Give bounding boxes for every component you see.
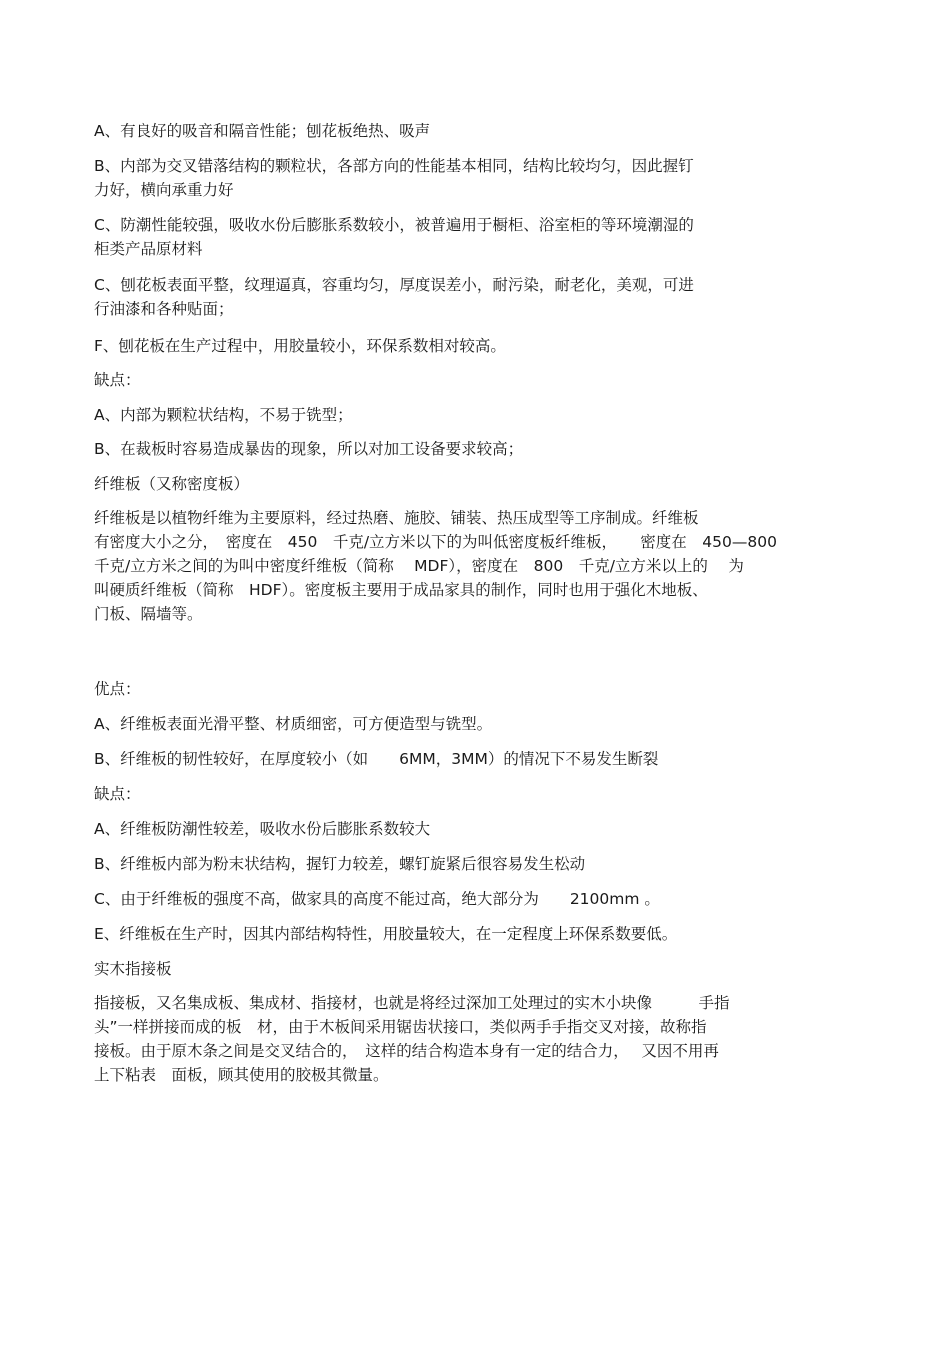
text-line: 有密度大小之分， 密度在 450 千克/立方米以下的为叫低密度板纤维板， 密度在 450—800 bbox=[94, 533, 777, 551]
paragraph-fiberboard-advantage-b bbox=[94, 747, 839, 771]
text-line: 优点： bbox=[94, 680, 141, 698]
text-line: 叫硬质纤维板（简称 HDF）。密度板主要用于成品家具的制作，同时也用于强化木地板、 bbox=[94, 581, 708, 599]
paragraph-fiberboard-disadvantage-c bbox=[94, 887, 839, 911]
text-line: A、纤维板表面光滑平整、材质细密，可方便造型与铣型。 bbox=[94, 715, 493, 733]
text-line: 指接板，又名集成板、集成材、指接材，也就是将经过深加工处理过的实木小块像 手指 bbox=[94, 994, 730, 1012]
paragraph-fiberboard-disadvantage-a bbox=[94, 817, 839, 841]
text-line: B、纤维板的韧性较好，在厚度较小（如 6MM，3MM）的情况下不易发生断裂 bbox=[94, 750, 659, 768]
text-line: F、刨花板在生产过程中，用胶量较小，环保系数相对较高。 bbox=[94, 337, 506, 355]
text-line: A、纤维板防潮性较差，吸收水份后膨胀系数较大 bbox=[94, 820, 431, 838]
text-line: 上下粘表 面板，顾其使用的胶极其微量。 bbox=[94, 1066, 389, 1084]
paragraph-advantage-f bbox=[94, 334, 839, 358]
text-line: 纤维板（又称密度板） bbox=[94, 475, 250, 493]
paragraph-disadvantage-a bbox=[94, 403, 839, 427]
heading-disadvantages-2 bbox=[94, 782, 839, 806]
text-line: A、有良好的吸音和隔音性能；刨花板绝热、吸声 bbox=[94, 122, 431, 140]
text-line: C、由于纤维板的强度不高，做家具的高度不能过高，绝大部分为 2100mm 。 bbox=[94, 890, 660, 908]
text-line: 行油漆和各种贴面； bbox=[94, 300, 234, 318]
paragraph-finger-joint-intro bbox=[94, 991, 839, 1087]
paragraph-advantage-a bbox=[94, 119, 839, 143]
text-line: B、纤维板内部为粉末状结构，握钉力较差，螺钉旋紧后很容易发生松动 bbox=[94, 855, 586, 873]
paragraph-advantage-b bbox=[94, 154, 839, 202]
paragraph-advantage-c bbox=[94, 213, 839, 261]
text-line: C、刨花板表面平整，纹理逼真，容重均匀，厚度误差小，耐污染，耐老化，美观，可进 bbox=[94, 276, 694, 294]
paragraph-fiberboard-disadvantage-e bbox=[94, 922, 839, 946]
text-line: C、防潮性能较强，吸收水份后膨胀系数较小，被普遍用于橱柜、浴室柜的等环境潮湿的 bbox=[94, 216, 694, 234]
text-line: 实木指接板 bbox=[94, 960, 172, 978]
heading-finger-joint-board bbox=[94, 957, 839, 981]
text-line: B、内部为交叉错落结构的颗粒状，各部方向的性能基本相同，结构比较均匀，因此握钉 bbox=[94, 157, 694, 175]
text-line: 接板。由于原木条之间是交叉结合的， 这样的结合构造本身有一定的结合力， 又因不用再 bbox=[94, 1042, 719, 1060]
text-line: 力好，横向承重力好 bbox=[94, 181, 234, 199]
heading-advantages bbox=[94, 677, 839, 701]
text-line: 缺点： bbox=[94, 785, 141, 803]
paragraph-fiberboard-disadvantage-b bbox=[94, 852, 839, 876]
heading-disadvantages bbox=[94, 368, 839, 392]
text-line: A、内部为颗粒状结构，不易于铣型； bbox=[94, 406, 353, 424]
paragraph-advantage-c2 bbox=[94, 273, 839, 321]
paragraph-fiberboard-advantage-a bbox=[94, 712, 839, 736]
text-line: B、在裁板时容易造成暴齿的现象，所以对加工设备要求较高； bbox=[94, 440, 524, 458]
heading-fiberboard bbox=[94, 472, 839, 496]
text-line: 柜类产品原材料 bbox=[94, 240, 203, 258]
text-line: 千克/立方米之间的为叫中密度纤维板（简称 MDF），密度在 800 千克/立方米以上的 为 bbox=[94, 557, 744, 575]
paragraph-fiberboard-intro bbox=[94, 506, 839, 626]
paragraph-disadvantage-b bbox=[94, 437, 839, 461]
text-line: 门板、隔墙等。 bbox=[94, 605, 203, 623]
text-line: 缺点： bbox=[94, 371, 141, 389]
text-line: 纤维板是以植物纤维为主要原料，经过热磨、施胶、铺装、热压成型等工序制成。纤维板 bbox=[94, 509, 699, 527]
text-line: 头”一样拼接而成的板 材，由于木板间采用锯齿状接口，类似两手手指交叉对接，故称指 bbox=[94, 1018, 707, 1036]
text-line: E、纤维板在生产时，因其内部结构特性，用胶量较大，在一定程度上环保系数要低。 bbox=[94, 925, 678, 943]
